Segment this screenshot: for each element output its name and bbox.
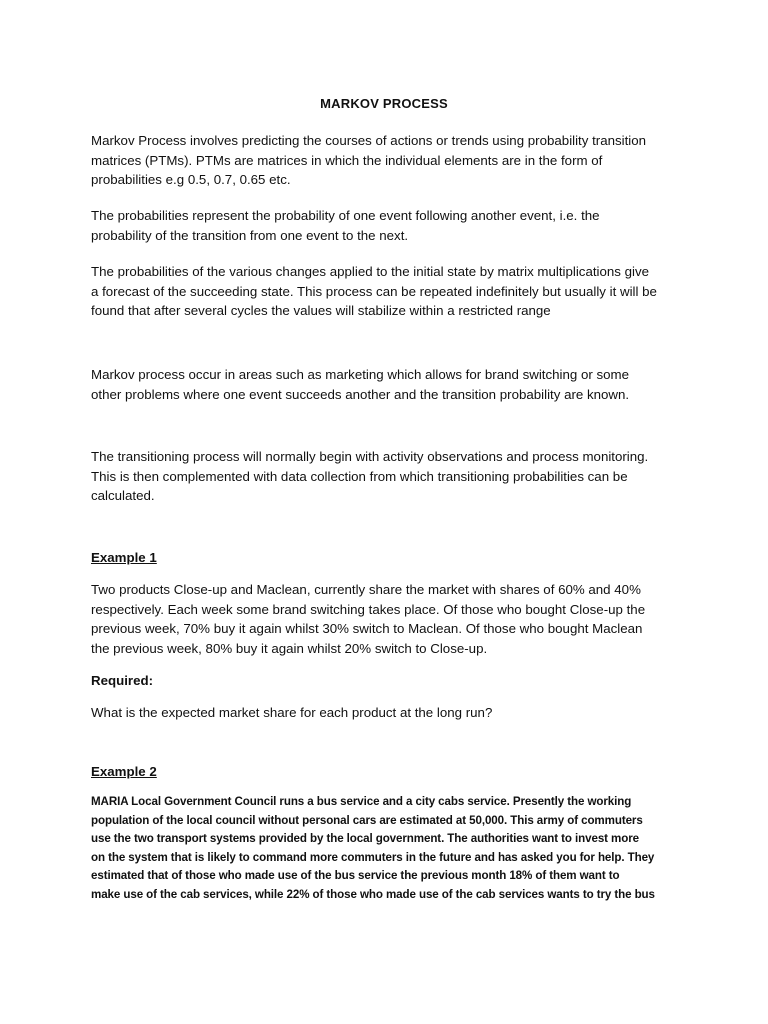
text-line: population of the local council without personal cars are estimated at 50,000. This army of commuters bbox=[91, 813, 643, 827]
required-label: Required: bbox=[91, 673, 154, 688]
text-line: The probabilities of the various changes applied to the initial state by matrix multiplications give bbox=[91, 264, 650, 279]
text-line: The probabilities represent the probability of one event following another event, i.e. the bbox=[91, 208, 600, 223]
text-line: on the system that is likely to command more commuters in the future and has asked you for help. They bbox=[91, 850, 655, 864]
document-title: MARKOV PROCESS bbox=[320, 96, 448, 111]
text-line: estimated that of those who made use of the bus service the previous month 18% of them want to bbox=[91, 869, 620, 883]
text-line: the previous week, 80% buy it again whilst 20% switch to Close-up. bbox=[91, 640, 488, 656]
text-line: found that after several cycles the values will stabilize within a restricted range bbox=[91, 303, 551, 318]
paragraph-applications bbox=[91, 365, 691, 404]
text-line: other problems where one event succeeds another and the transition probability are known. bbox=[91, 386, 630, 402]
text-line: MARIA Local Government Council runs a bus service and a city cabs service. Presently the working bbox=[91, 795, 632, 808]
paragraph-forecast bbox=[91, 262, 691, 321]
example1-body bbox=[91, 580, 691, 658]
example2-body bbox=[91, 793, 691, 905]
text-line: previous week, 70% buy it again whilst 30% switch to Maclean. Of those who bought Maclean bbox=[91, 621, 643, 636]
text-line: matrices (PTMs). PTMs are matrices in which the individual elements are in the form of bbox=[91, 152, 603, 168]
text-line: calculated. bbox=[91, 488, 155, 503]
text-line: make use of the cab services, while 22% of those who made use of the cab services wants to try the bus bbox=[91, 887, 655, 901]
paragraph-probabilities bbox=[91, 206, 691, 245]
text-line: a forecast of the succeeding state. This process can be repeated indefinitely but usually it will be bbox=[91, 283, 657, 299]
text-line: Two products Close-up and Maclean, currently share the market with shares of 60% and 40% bbox=[91, 582, 641, 597]
text-line: probabilities e.g 0.5, 0.7, 0.65 etc. bbox=[91, 172, 291, 187]
text-line: use the two transport systems provided by the local government. The authorities want to invest more bbox=[91, 832, 639, 846]
example2-heading: Example 2 bbox=[91, 764, 157, 779]
text-line: This is then complemented with data collection from which transitioning probabilities can be bbox=[91, 468, 628, 484]
paragraph-transitioning bbox=[91, 447, 691, 506]
text-line: probability of the transition from one event to the next. bbox=[91, 227, 409, 243]
text-line: The transitioning process will normally begin with activity observations and process monitoring. bbox=[91, 449, 649, 464]
text-line: What is the expected market share for each product at the long run? bbox=[91, 705, 493, 720]
text-line: respectively. Each week some brand switching takes place. Of those who bought Close-up the bbox=[91, 601, 646, 617]
example1-question bbox=[91, 703, 691, 723]
paragraph-intro bbox=[91, 131, 691, 190]
text-line: Markov process occur in areas such as marketing which allows for brand switching or some bbox=[91, 367, 630, 382]
text-line: Markov Process involves predicting the courses of actions or trends using probability transition bbox=[91, 133, 647, 148]
example1-heading: Example 1 bbox=[91, 550, 157, 565]
